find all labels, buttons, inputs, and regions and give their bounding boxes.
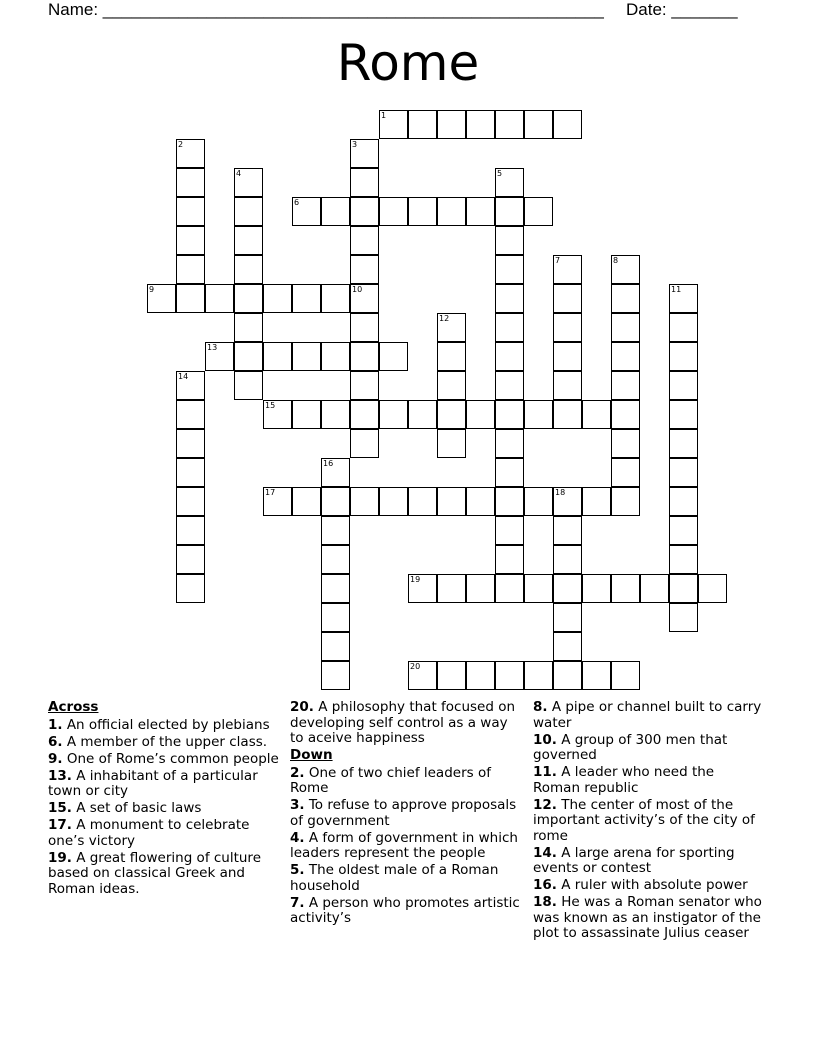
clue-number: 13 <box>207 343 218 352</box>
grid-cell[interactable] <box>350 139 379 168</box>
grid-cell[interactable] <box>379 197 408 226</box>
clue-item <box>533 798 765 845</box>
grid-cell[interactable] <box>263 487 292 516</box>
grid-cell[interactable] <box>350 400 379 429</box>
grid-cell[interactable] <box>437 313 466 342</box>
grid-cell[interactable] <box>669 458 698 487</box>
grid-cell[interactable] <box>495 342 524 371</box>
grid-cell[interactable] <box>466 487 495 516</box>
grid-cell[interactable] <box>553 110 582 139</box>
clue-item <box>48 718 280 734</box>
grid-cell[interactable] <box>611 284 640 313</box>
grid-cell[interactable] <box>466 197 495 226</box>
clue-number: 20 <box>410 662 421 671</box>
grid-cell[interactable] <box>495 284 524 313</box>
grid-cell[interactable] <box>611 661 640 690</box>
clue-number: 18 <box>555 488 566 497</box>
clue-item <box>290 863 522 894</box>
clue-label-number: 11. <box>533 764 557 780</box>
clue-label-number: 9. <box>48 750 63 767</box>
clue-text: A member of the upper class. <box>62 733 268 750</box>
grid-cell[interactable] <box>234 371 263 400</box>
grid-cell[interactable] <box>350 255 379 284</box>
grid-cell[interactable] <box>321 458 350 487</box>
grid-cell[interactable] <box>176 487 205 516</box>
clue-number: 6 <box>294 198 300 207</box>
grid-cell[interactable] <box>495 226 524 255</box>
grid-cell[interactable] <box>669 313 698 342</box>
clue-label-number: 7. <box>290 894 305 911</box>
grid-cell[interactable] <box>669 516 698 545</box>
grid-cell[interactable] <box>292 487 321 516</box>
grid-cell[interactable] <box>263 284 292 313</box>
clue-item <box>533 733 765 764</box>
grid-cell[interactable] <box>321 632 350 661</box>
clue-number: 9 <box>149 285 155 294</box>
grid-cell[interactable] <box>495 371 524 400</box>
clue-item <box>533 700 765 731</box>
clue-number: 8 <box>613 256 619 265</box>
grid-cell[interactable] <box>379 110 408 139</box>
clue-label-number: 10. <box>533 731 557 748</box>
clue-label-number: 2. <box>290 764 305 781</box>
clue-text: A group of 300 men that governed <box>533 731 728 763</box>
clue-item <box>48 769 280 800</box>
grid-cell[interactable] <box>524 110 553 139</box>
grid-cell[interactable] <box>466 574 495 603</box>
grid-cell[interactable] <box>437 661 466 690</box>
clue-number: 7 <box>555 256 561 265</box>
grid-cell[interactable] <box>321 545 350 574</box>
name-field[interactable]: Name: _____________________________________________________ <box>48 0 604 19</box>
grid-cell[interactable] <box>553 661 582 690</box>
grid-cell[interactable] <box>350 226 379 255</box>
clue-item <box>290 831 522 862</box>
clue-text: A ruler with absolute power <box>556 877 748 893</box>
clue-item <box>290 700 522 747</box>
grid-cell[interactable] <box>176 400 205 429</box>
grid-cell[interactable] <box>611 371 640 400</box>
grid-cell[interactable] <box>669 429 698 458</box>
grid-cell[interactable] <box>292 400 321 429</box>
clue-label-number: 14. <box>533 844 557 861</box>
clue-label-number: 8. <box>533 699 548 715</box>
clue-number: 16 <box>323 459 334 468</box>
grid-cell[interactable] <box>669 545 698 574</box>
grid-cell[interactable] <box>292 197 321 226</box>
clue-text: A form of government in which leaders represent the people <box>290 829 518 861</box>
grid-cell[interactable] <box>437 574 466 603</box>
grid-cell[interactable] <box>495 400 524 429</box>
clue-item <box>290 896 522 927</box>
clue-item <box>533 846 765 877</box>
grid-cell[interactable] <box>350 197 379 226</box>
grid-cell[interactable] <box>553 342 582 371</box>
grid-cell[interactable] <box>234 255 263 284</box>
grid-cell[interactable] <box>495 516 524 545</box>
clue-number: 15 <box>265 401 276 410</box>
clue-number: 4 <box>236 169 242 178</box>
grid-cell[interactable] <box>350 284 379 313</box>
grid-cell[interactable] <box>582 661 611 690</box>
grid-cell[interactable] <box>437 400 466 429</box>
grid-cell[interactable] <box>553 632 582 661</box>
grid-cell[interactable] <box>495 574 524 603</box>
grid-cell[interactable] <box>176 371 205 400</box>
grid-cell[interactable] <box>611 342 640 371</box>
grid-cell[interactable] <box>408 197 437 226</box>
grid-cell[interactable] <box>495 487 524 516</box>
clue-text: A large arena for sporting events or contest <box>533 844 735 876</box>
clue-text: An official elected by plebians <box>62 716 270 733</box>
clue-label-number: 3. <box>290 797 305 813</box>
grid-cell[interactable] <box>176 574 205 603</box>
grid-cell[interactable] <box>553 487 582 516</box>
grid-cell[interactable] <box>234 342 263 371</box>
grid-cell[interactable] <box>408 487 437 516</box>
grid-cell[interactable] <box>176 255 205 284</box>
grid-cell[interactable] <box>466 661 495 690</box>
grid-cell[interactable] <box>437 371 466 400</box>
grid-cell[interactable] <box>553 284 582 313</box>
clue-number: 5 <box>497 169 503 178</box>
clue-number: 12 <box>439 314 450 323</box>
grid-cell[interactable] <box>350 429 379 458</box>
clue-label-number: 1. <box>48 716 63 733</box>
grid-cell[interactable] <box>321 197 350 226</box>
grid-cell[interactable] <box>437 197 466 226</box>
clue-label-number: 12. <box>533 796 557 813</box>
clues-column-1 <box>48 700 280 899</box>
grid-cell[interactable] <box>350 487 379 516</box>
grid-cell[interactable] <box>408 574 437 603</box>
grid-cell[interactable] <box>321 516 350 545</box>
clue-label-number: 16. <box>533 877 557 893</box>
grid-cell[interactable] <box>263 400 292 429</box>
grid-cell[interactable] <box>176 545 205 574</box>
clue-number: 17 <box>265 488 276 497</box>
clue-number: 19 <box>410 575 421 584</box>
clue-item <box>533 765 765 796</box>
grid-cell[interactable] <box>350 313 379 342</box>
grid-cell[interactable] <box>292 342 321 371</box>
clue-text: He was a Roman senator who was known as an instigator of the plot to assassinate Julius ceaser <box>533 894 762 941</box>
clues-column-2 <box>290 700 522 928</box>
grid-cell[interactable] <box>176 139 205 168</box>
grid-cell[interactable] <box>350 168 379 197</box>
grid-cell[interactable] <box>553 545 582 574</box>
grid-cell[interactable] <box>176 284 205 313</box>
clue-item <box>533 895 765 942</box>
grid-cell[interactable] <box>495 168 524 197</box>
grid-cell[interactable] <box>669 371 698 400</box>
grid-cell[interactable] <box>640 574 669 603</box>
clues-column-3 <box>533 700 765 943</box>
grid-cell[interactable] <box>524 197 553 226</box>
grid-cell[interactable] <box>669 603 698 632</box>
grid-cell[interactable] <box>437 429 466 458</box>
grid-cell[interactable] <box>495 545 524 574</box>
clue-label-number: 20. <box>290 699 314 715</box>
grid-cell[interactable] <box>321 400 350 429</box>
grid-cell[interactable] <box>611 400 640 429</box>
clue-label-number: 19. <box>48 849 72 866</box>
grid-cell[interactable] <box>611 458 640 487</box>
clue-text: One of Rome’s common people <box>62 750 279 767</box>
grid-cell[interactable] <box>321 603 350 632</box>
grid-cell[interactable] <box>611 574 640 603</box>
grid-cell[interactable] <box>669 574 698 603</box>
grid-cell[interactable] <box>524 487 553 516</box>
grid-cell[interactable] <box>553 574 582 603</box>
grid-cell[interactable] <box>437 110 466 139</box>
clue-item <box>48 818 280 849</box>
grid-cell[interactable] <box>350 342 379 371</box>
clue-text: A person who promotes artistic activity’s <box>290 894 520 926</box>
clue-text: A set of basic laws <box>71 800 202 816</box>
grid-cell[interactable] <box>553 313 582 342</box>
grid-cell[interactable] <box>495 110 524 139</box>
grid-cell[interactable] <box>553 400 582 429</box>
clue-item <box>533 878 765 894</box>
grid-cell[interactable] <box>176 197 205 226</box>
grid-cell[interactable] <box>524 400 553 429</box>
clue-label-number: 6. <box>48 733 63 750</box>
clue-label-number: 13. <box>48 767 72 784</box>
grid-cell[interactable] <box>379 342 408 371</box>
grid-cell[interactable] <box>437 342 466 371</box>
grid-cell[interactable] <box>321 661 350 690</box>
grid-cell[interactable] <box>176 168 205 197</box>
clue-text: A philosophy that focused on developing self control as a way to aceive happiness <box>290 699 516 746</box>
date-field[interactable]: Date: _______ <box>626 0 738 19</box>
grid-cell[interactable] <box>321 342 350 371</box>
grid-cell[interactable] <box>495 429 524 458</box>
grid-cell[interactable] <box>466 400 495 429</box>
grid-cell[interactable] <box>234 284 263 313</box>
grid-cell[interactable] <box>553 603 582 632</box>
grid-cell[interactable] <box>698 574 727 603</box>
grid-cell[interactable] <box>524 574 553 603</box>
grid-cell[interactable] <box>437 487 466 516</box>
grid-cell[interactable] <box>524 661 553 690</box>
grid-cell[interactable] <box>553 255 582 284</box>
grid-cell[interactable] <box>669 400 698 429</box>
grid-cell[interactable] <box>495 255 524 284</box>
grid-cell[interactable] <box>611 429 640 458</box>
grid-cell[interactable] <box>205 284 234 313</box>
clue-item <box>290 798 522 829</box>
clue-text: To refuse to approve proposals of government <box>290 797 517 829</box>
clue-text: The oldest male of a Roman household <box>290 862 499 894</box>
grid-cell[interactable] <box>234 197 263 226</box>
clue-label-number: 5. <box>290 862 305 878</box>
grid-cell[interactable] <box>669 487 698 516</box>
grid-cell[interactable] <box>495 458 524 487</box>
grid-cell[interactable] <box>176 226 205 255</box>
grid-cell[interactable] <box>176 458 205 487</box>
clue-item <box>48 801 280 817</box>
clue-item <box>48 851 280 898</box>
grid-cell[interactable] <box>292 284 321 313</box>
grid-cell[interactable] <box>234 226 263 255</box>
grid-cell[interactable] <box>176 429 205 458</box>
grid-cell[interactable] <box>669 342 698 371</box>
clue-label-number: 18. <box>533 894 557 910</box>
grid-cell[interactable] <box>379 487 408 516</box>
clue-text: A great flowering of culture based on classical Greek and Roman ideas. <box>48 849 261 897</box>
clue-number: 3 <box>352 140 358 149</box>
grid-cell[interactable] <box>553 516 582 545</box>
clue-section-heading: Across <box>48 699 99 715</box>
clue-number: 11 <box>671 285 682 294</box>
clue-number: 14 <box>178 372 189 381</box>
clue-text: A inhabitant of a particular town or city <box>48 767 258 799</box>
grid-cell[interactable] <box>582 487 611 516</box>
clue-number: 2 <box>178 140 184 149</box>
clue-text: A pipe or channel built to carry water <box>533 699 762 731</box>
grid-cell[interactable] <box>495 661 524 690</box>
page-title: Rome <box>336 34 480 92</box>
clue-label-number: 4. <box>290 829 305 846</box>
clue-item <box>48 752 280 768</box>
grid-cell[interactable] <box>379 400 408 429</box>
grid-cell[interactable] <box>234 168 263 197</box>
clue-text: The center of most of the important activity’s of the city of rome <box>533 796 755 844</box>
grid-cell[interactable] <box>408 110 437 139</box>
grid-cell[interactable] <box>321 284 350 313</box>
clue-text: One of two chief leaders of Rome <box>290 764 491 796</box>
grid-cell[interactable] <box>321 574 350 603</box>
clue-number: 10 <box>352 285 363 294</box>
grid-cell[interactable] <box>495 197 524 226</box>
grid-cell[interactable] <box>611 313 640 342</box>
clue-number: 1 <box>381 111 387 120</box>
grid-cell[interactable] <box>321 487 350 516</box>
grid-cell[interactable] <box>147 284 176 313</box>
grid-cell[interactable] <box>263 342 292 371</box>
clue-label-number: 15. <box>48 800 72 816</box>
grid-cell[interactable] <box>234 313 263 342</box>
grid-cell[interactable] <box>205 342 234 371</box>
clue-text: A leader who need the Roman republic <box>533 764 715 796</box>
grid-cell[interactable] <box>495 313 524 342</box>
grid-cell[interactable] <box>582 400 611 429</box>
clue-item <box>48 735 280 751</box>
grid-cell[interactable] <box>466 110 495 139</box>
grid-cell[interactable] <box>176 516 205 545</box>
clue-label-number: 17. <box>48 817 72 833</box>
grid-cell[interactable] <box>611 487 640 516</box>
clue-section-heading: Down <box>290 747 333 763</box>
clue-item <box>290 766 522 797</box>
clue-text: A monument to celebrate one’s victory <box>48 817 250 849</box>
grid-cell[interactable] <box>350 371 379 400</box>
grid-cell[interactable] <box>611 255 640 284</box>
grid-cell[interactable] <box>408 661 437 690</box>
grid-cell[interactable] <box>582 574 611 603</box>
grid-cell[interactable] <box>408 400 437 429</box>
grid-cell[interactable] <box>669 284 698 313</box>
grid-cell[interactable] <box>553 371 582 400</box>
